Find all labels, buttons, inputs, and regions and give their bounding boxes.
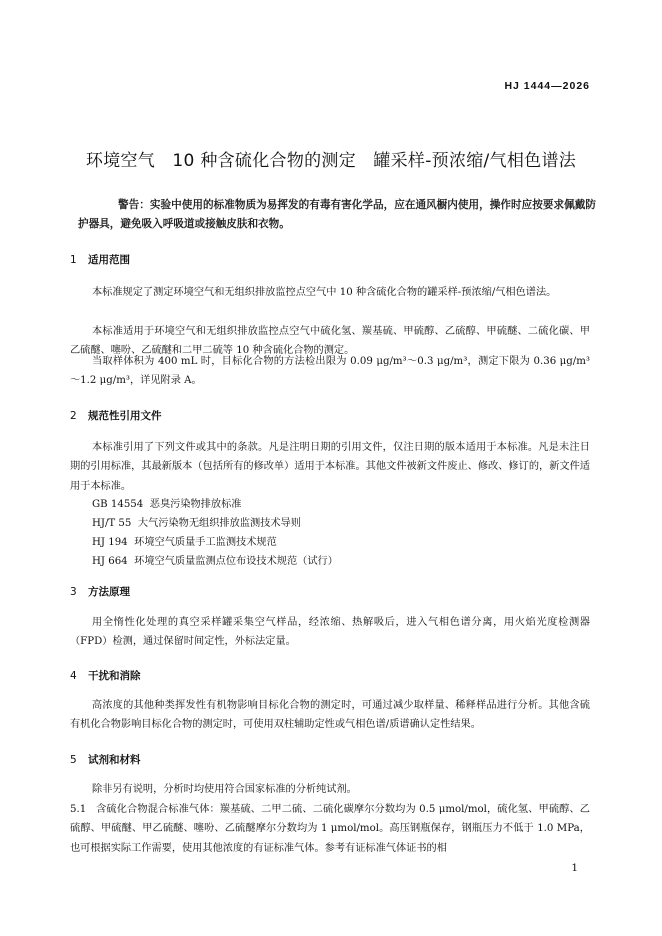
reference-code: HJ/T 55: [92, 518, 132, 529]
section-1-heading: [70, 252, 130, 267]
section-number: 4: [70, 670, 77, 682]
section-number: 3: [70, 586, 77, 598]
reference-code: HJ 194: [92, 537, 128, 548]
reference-item: [92, 514, 301, 529]
section-2-heading: [70, 408, 162, 423]
warning-notice: 警告：实验中使用的标准物质为易挥发的有毒有害化学品，应在通风橱内使用，操作时应按要求佩戴防护器具，避免吸入呼吸道或接触皮肤和衣物。: [78, 199, 596, 230]
section-title: 适用范围: [88, 254, 130, 266]
section-1-paragraph-3: 当取样体积为 400 mL 时，目标化合物的方法检出限为 0.09 μg/m³～0.3 μg/m³，测定下限为 0.36 μg/m³～1.2 μg/m³，详见附录 A。: [70, 356, 590, 387]
section-number: 1: [70, 254, 77, 266]
section-title: 干扰和消除: [88, 670, 141, 682]
page-number: 1: [571, 862, 578, 874]
section-1-paragraph-2: 本标准适用于环境空气和无组织排放监控点空气中硫化氢、羰基硫、甲硫醇、乙硫醇、甲硫醚、二硫化碳、甲乙硫醚、噻吩、乙硫醚和二甲二硫等 10 种含硫化合物的测定。: [70, 326, 590, 357]
reference-code: HJ 664: [92, 556, 128, 567]
section-title: 试剂和材料: [88, 754, 141, 766]
reference-code: GB 14554: [92, 499, 144, 510]
section-3-heading: [70, 584, 130, 599]
section-1-paragraph-1: 本标准规定了测定环境空气和无组织排放监控点空气中 10 种含硫化合物的罐采样-预浓缩/气相色谱法。: [92, 287, 557, 298]
reference-item: [92, 495, 241, 510]
reference-name: 环境空气质量手工监测技术规范: [134, 537, 277, 548]
reference-name: 环境空气质量监测点位布设技术规范（试行）: [134, 556, 338, 567]
section-5-paragraph-1: 除非另有说明，分析时均使用符合国家标准的分析纯试剂。: [92, 784, 357, 795]
reference-item: [92, 552, 338, 567]
section-5-heading: [70, 752, 141, 767]
section-title: 方法原理: [88, 586, 130, 598]
section-2-paragraph-1: 本标准引用了下列文件或其中的条款。凡是注明日期的引用文件，仅注日期的版本适用于本标准。凡是未注日期的引用标准，其最新版本（包括所有的修改单）适用于本标准。其他文件被新文件废止、修改、修订的，新文件适用于本标准。: [70, 442, 590, 492]
section-4-paragraph-1: 高浓度的其他种类挥发性有机物影响目标化合物的测定时，可通过减少取样量、稀释样品进行分析。其他含硫有机化合物影响目标化合物的测定时，可使用双柱辅助定性或气相色谱/质谱确认定性结果。: [70, 700, 590, 731]
subsection-text: 含硫化合物混合标准气体：羰基硫、二甲二硫、二硫化碳摩尔分数均为 0.5 μmol/mol，硫化氢、甲硫醇、乙硫醇、甲硫醚、甲乙硫醚、噻吩、乙硫醚摩尔分数均为 1 μmol/mol。高压钢瓶保存，钢瓶压力不低于 1.0 MPa，也可根据实际工作需要，使用其他浓度的有证标准气体。参考有证标准气体证书的相: [70, 804, 590, 854]
reference-item: [92, 533, 277, 548]
section-4-heading: [70, 668, 141, 683]
reference-name: 恶臭污染物排放标准: [149, 499, 242, 510]
reference-name: 大气污染物无组织排放监测技术导则: [137, 518, 301, 529]
subsection-5-1: [70, 800, 590, 858]
document-title: 环境空气 10 种含硫化合物的测定 罐采样-预浓缩/气相色谱法: [85, 151, 577, 171]
section-number: 5: [70, 754, 77, 766]
subsection-number: 5.1: [70, 804, 87, 815]
section-3-paragraph-1: 用全惰性化处理的真空采样罐采集空气样品，经浓缩、热解吸后，进入气相色谱分离，用火焰光度检测器（FPD）检测，通过保留时间定性，外标法定量。: [70, 617, 590, 648]
standard-number: HJ 1444—2026: [504, 80, 590, 92]
section-number: 2: [70, 410, 77, 422]
section-title: 规范性引用文件: [88, 410, 162, 422]
